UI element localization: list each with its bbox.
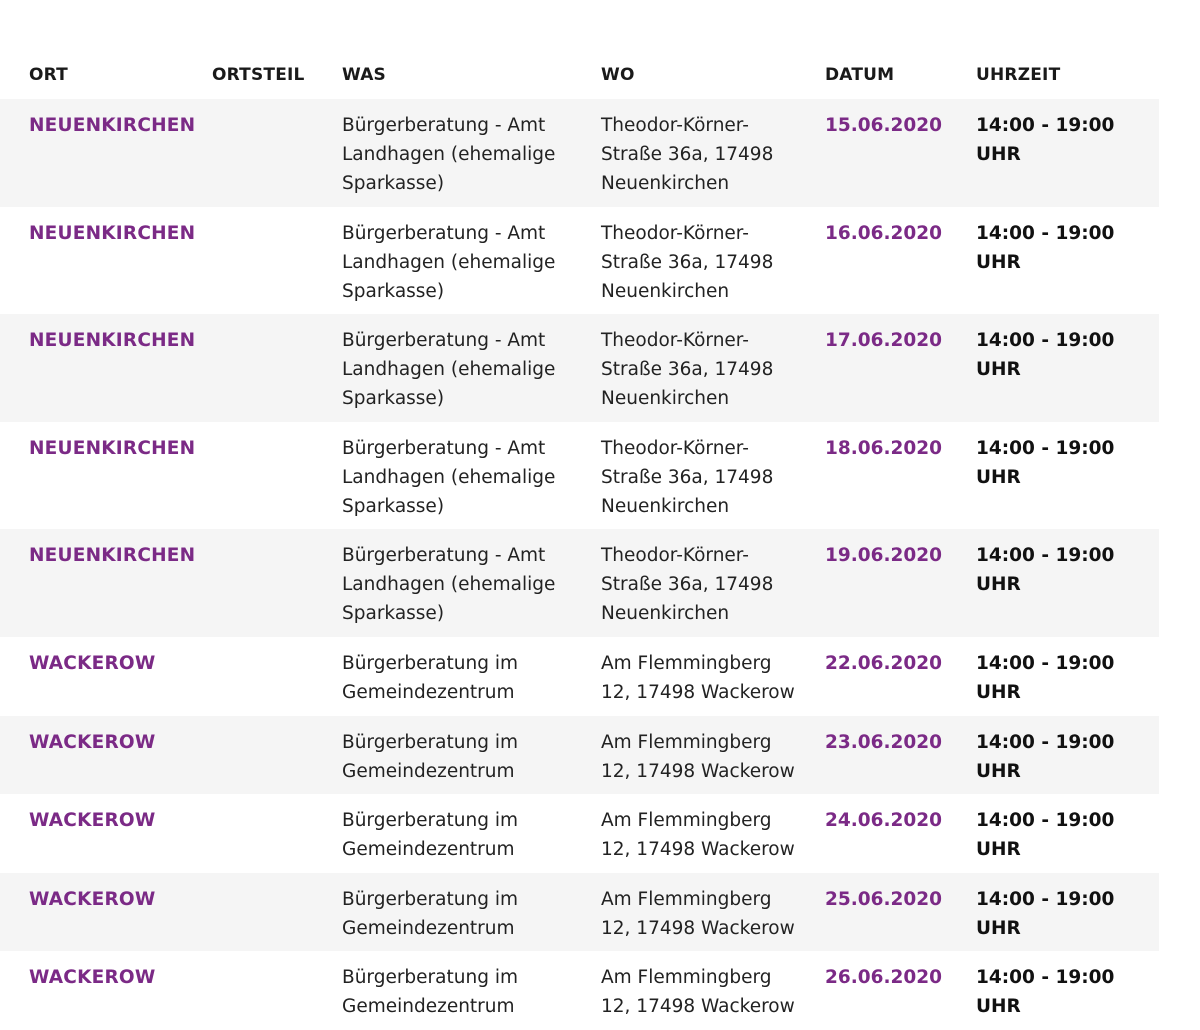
was-cell bbox=[342, 728, 601, 786]
was-line: Bürgerberatung im bbox=[342, 888, 518, 910]
table-row bbox=[0, 422, 1159, 530]
wo-cell bbox=[601, 649, 825, 707]
was-line: Bürgerberatung - Amt bbox=[342, 115, 546, 136]
header-uhrzeit: UHRZEIT bbox=[976, 65, 1061, 85]
table-row bbox=[0, 637, 1159, 716]
table-row bbox=[0, 873, 1159, 952]
datum-cell bbox=[825, 111, 976, 140]
datum-cell bbox=[825, 326, 976, 355]
wo-line: Neuenkirchen bbox=[601, 388, 730, 410]
uhrzeit-cell bbox=[976, 541, 1159, 599]
schedule-table bbox=[0, 52, 1159, 1030]
ort-cell bbox=[0, 541, 212, 570]
was-cell bbox=[342, 806, 601, 864]
uhrzeit-value: 14:00 - 19:00 UHR bbox=[976, 330, 1115, 381]
datum-value: 26.06.2020 bbox=[825, 967, 943, 989]
uhrzeit-value: 14:00 - 19:00 UHR bbox=[976, 888, 1115, 939]
ort-cell bbox=[0, 885, 212, 914]
ort-cell bbox=[0, 728, 212, 757]
was-line: Landhagen (ehemalige bbox=[342, 574, 556, 596]
datum-value: 22.06.2020 bbox=[825, 652, 943, 674]
ort-value: WACKEROW bbox=[29, 731, 156, 753]
ort-cell bbox=[0, 326, 212, 355]
ort-value: NEUENKIRCHEN bbox=[29, 222, 196, 244]
datum-cell bbox=[825, 728, 976, 757]
was-cell bbox=[342, 111, 601, 198]
was-line: Sparkasse) bbox=[342, 173, 445, 194]
table-row bbox=[0, 99, 1159, 207]
ort-cell bbox=[0, 434, 212, 463]
uhrzeit-value: 14:00 - 19:00 UHR bbox=[976, 545, 1115, 596]
datum-cell bbox=[825, 963, 976, 992]
wo-line: Neuenkirchen bbox=[601, 495, 730, 517]
uhrzeit-cell bbox=[976, 326, 1159, 384]
wo-cell bbox=[601, 885, 825, 943]
datum-cell bbox=[825, 434, 976, 463]
wo-line: 12, 17498 Wackerow bbox=[601, 760, 795, 782]
uhrzeit-cell bbox=[976, 963, 1159, 1021]
uhrzeit-value: 14:00 - 19:00 UHR bbox=[976, 222, 1115, 273]
was-line: Sparkasse) bbox=[342, 603, 445, 625]
wo-line: Straße 36a, 17498 bbox=[601, 359, 774, 381]
uhrzeit-cell bbox=[976, 885, 1159, 943]
ort-cell bbox=[0, 111, 212, 140]
uhrzeit-value: 14:00 - 19:00 UHR bbox=[976, 652, 1115, 703]
was-line: Landhagen (ehemalige bbox=[342, 466, 556, 488]
table-row bbox=[0, 716, 1159, 795]
wo-line: Theodor-Körner- bbox=[601, 545, 749, 567]
was-line: Sparkasse) bbox=[342, 495, 445, 517]
wo-line: Am Flemmingberg bbox=[601, 810, 772, 832]
ort-value: NEUENKIRCHEN bbox=[29, 115, 196, 136]
table-row bbox=[0, 951, 1159, 1030]
ort-cell bbox=[0, 963, 212, 992]
was-line: Gemeindezentrum bbox=[342, 681, 515, 703]
datum-cell bbox=[825, 806, 976, 835]
was-line: Landhagen (ehemalige bbox=[342, 144, 556, 165]
wo-line: Straße 36a, 17498 bbox=[601, 144, 774, 165]
was-cell bbox=[342, 885, 601, 943]
was-line: Gemeindezentrum bbox=[342, 917, 515, 939]
wo-line: 12, 17498 Wackerow bbox=[601, 839, 795, 861]
uhrzeit-cell bbox=[976, 649, 1159, 707]
wo-cell bbox=[601, 219, 825, 306]
datum-cell bbox=[825, 885, 976, 914]
header-wo: WO bbox=[601, 65, 635, 85]
was-line: Bürgerberatung - Amt bbox=[342, 437, 546, 459]
was-line: Gemeindezentrum bbox=[342, 839, 515, 861]
ort-value: NEUENKIRCHEN bbox=[29, 545, 196, 567]
uhrzeit-value: 14:00 - 19:00 UHR bbox=[976, 810, 1115, 861]
wo-line: Am Flemmingberg bbox=[601, 967, 772, 989]
uhrzeit-value: 14:00 - 19:00 UHR bbox=[976, 731, 1115, 782]
wo-line: 12, 17498 Wackerow bbox=[601, 917, 795, 939]
datum-cell bbox=[825, 541, 976, 570]
header-was: WAS bbox=[342, 65, 386, 85]
uhrzeit-value: 14:00 - 19:00 UHR bbox=[976, 115, 1115, 165]
uhrzeit-cell bbox=[976, 806, 1159, 864]
was-cell bbox=[342, 963, 601, 1021]
was-line: Gemeindezentrum bbox=[342, 760, 515, 782]
was-line: Gemeindezentrum bbox=[342, 996, 515, 1018]
ort-value: WACKEROW bbox=[29, 810, 156, 832]
was-line: Bürgerberatung im bbox=[342, 967, 518, 989]
was-line: Landhagen (ehemalige bbox=[342, 359, 556, 381]
was-line: Sparkasse) bbox=[342, 280, 445, 302]
wo-line: Theodor-Körner- bbox=[601, 222, 749, 244]
header-datum: DATUM bbox=[825, 65, 895, 85]
datum-value: 17.06.2020 bbox=[825, 330, 943, 352]
was-line: Sparkasse) bbox=[342, 388, 445, 410]
was-cell bbox=[342, 649, 601, 707]
datum-value: 16.06.2020 bbox=[825, 222, 943, 244]
wo-line: Am Flemmingberg bbox=[601, 888, 772, 910]
wo-line: Neuenkirchen bbox=[601, 280, 730, 302]
datum-value: 15.06.2020 bbox=[825, 115, 943, 136]
datum-value: 24.06.2020 bbox=[825, 810, 943, 832]
wo-line: 12, 17498 Wackerow bbox=[601, 996, 795, 1018]
was-cell bbox=[342, 434, 601, 521]
was-line: Bürgerberatung - Amt bbox=[342, 222, 546, 244]
was-line: Bürgerberatung im bbox=[342, 652, 518, 674]
ort-value: NEUENKIRCHEN bbox=[29, 437, 196, 459]
wo-line: Theodor-Körner- bbox=[601, 330, 749, 352]
was-line: Bürgerberatung - Amt bbox=[342, 545, 546, 567]
ort-cell bbox=[0, 649, 212, 678]
header-ort: ORT bbox=[29, 65, 68, 85]
uhrzeit-cell bbox=[976, 728, 1159, 786]
datum-value: 23.06.2020 bbox=[825, 731, 943, 753]
wo-line: 12, 17498 Wackerow bbox=[601, 681, 795, 703]
wo-line: Am Flemmingberg bbox=[601, 652, 772, 674]
uhrzeit-cell bbox=[976, 219, 1159, 277]
wo-cell bbox=[601, 806, 825, 864]
uhrzeit-value: 14:00 - 19:00 UHR bbox=[976, 967, 1115, 1018]
table-row bbox=[0, 314, 1159, 422]
uhrzeit-cell bbox=[976, 434, 1159, 492]
ort-value: WACKEROW bbox=[29, 652, 156, 674]
ort-value: NEUENKIRCHEN bbox=[29, 330, 196, 352]
table-row bbox=[0, 207, 1159, 315]
wo-line: Theodor-Körner- bbox=[601, 115, 749, 136]
wo-cell bbox=[601, 434, 825, 521]
table-header bbox=[0, 52, 1159, 99]
ort-cell bbox=[0, 806, 212, 835]
header-ortsteil: ORTSTEIL bbox=[212, 65, 305, 85]
ort-value: WACKEROW bbox=[29, 967, 156, 989]
datum-value: 25.06.2020 bbox=[825, 888, 943, 910]
wo-line: Straße 36a, 17498 bbox=[601, 251, 774, 273]
was-line: Bürgerberatung im bbox=[342, 731, 518, 753]
was-line: Landhagen (ehemalige bbox=[342, 251, 556, 273]
wo-line: Straße 36a, 17498 bbox=[601, 466, 774, 488]
was-cell bbox=[342, 219, 601, 306]
wo-line: Am Flemmingberg bbox=[601, 731, 772, 753]
datum-value: 18.06.2020 bbox=[825, 437, 943, 459]
datum-cell bbox=[825, 649, 976, 678]
wo-line: Neuenkirchen bbox=[601, 603, 730, 625]
ort-value: WACKEROW bbox=[29, 888, 156, 910]
table-body bbox=[0, 99, 1159, 1030]
was-line: Bürgerberatung im bbox=[342, 810, 518, 832]
wo-line: Straße 36a, 17498 bbox=[601, 574, 774, 596]
table-row bbox=[0, 794, 1159, 873]
wo-line: Neuenkirchen bbox=[601, 173, 730, 194]
uhrzeit-value: 14:00 - 19:00 UHR bbox=[976, 437, 1115, 488]
wo-cell bbox=[601, 541, 825, 628]
was-cell bbox=[342, 541, 601, 628]
table-row bbox=[0, 529, 1159, 637]
datum-cell bbox=[825, 219, 976, 248]
datum-value: 19.06.2020 bbox=[825, 545, 943, 567]
wo-line: Theodor-Körner- bbox=[601, 437, 749, 459]
ort-cell bbox=[0, 219, 212, 248]
uhrzeit-cell bbox=[976, 111, 1159, 169]
wo-cell bbox=[601, 728, 825, 786]
was-line: Bürgerberatung - Amt bbox=[342, 330, 546, 352]
was-cell bbox=[342, 326, 601, 413]
wo-cell bbox=[601, 111, 825, 198]
wo-cell bbox=[601, 963, 825, 1021]
wo-cell bbox=[601, 326, 825, 413]
